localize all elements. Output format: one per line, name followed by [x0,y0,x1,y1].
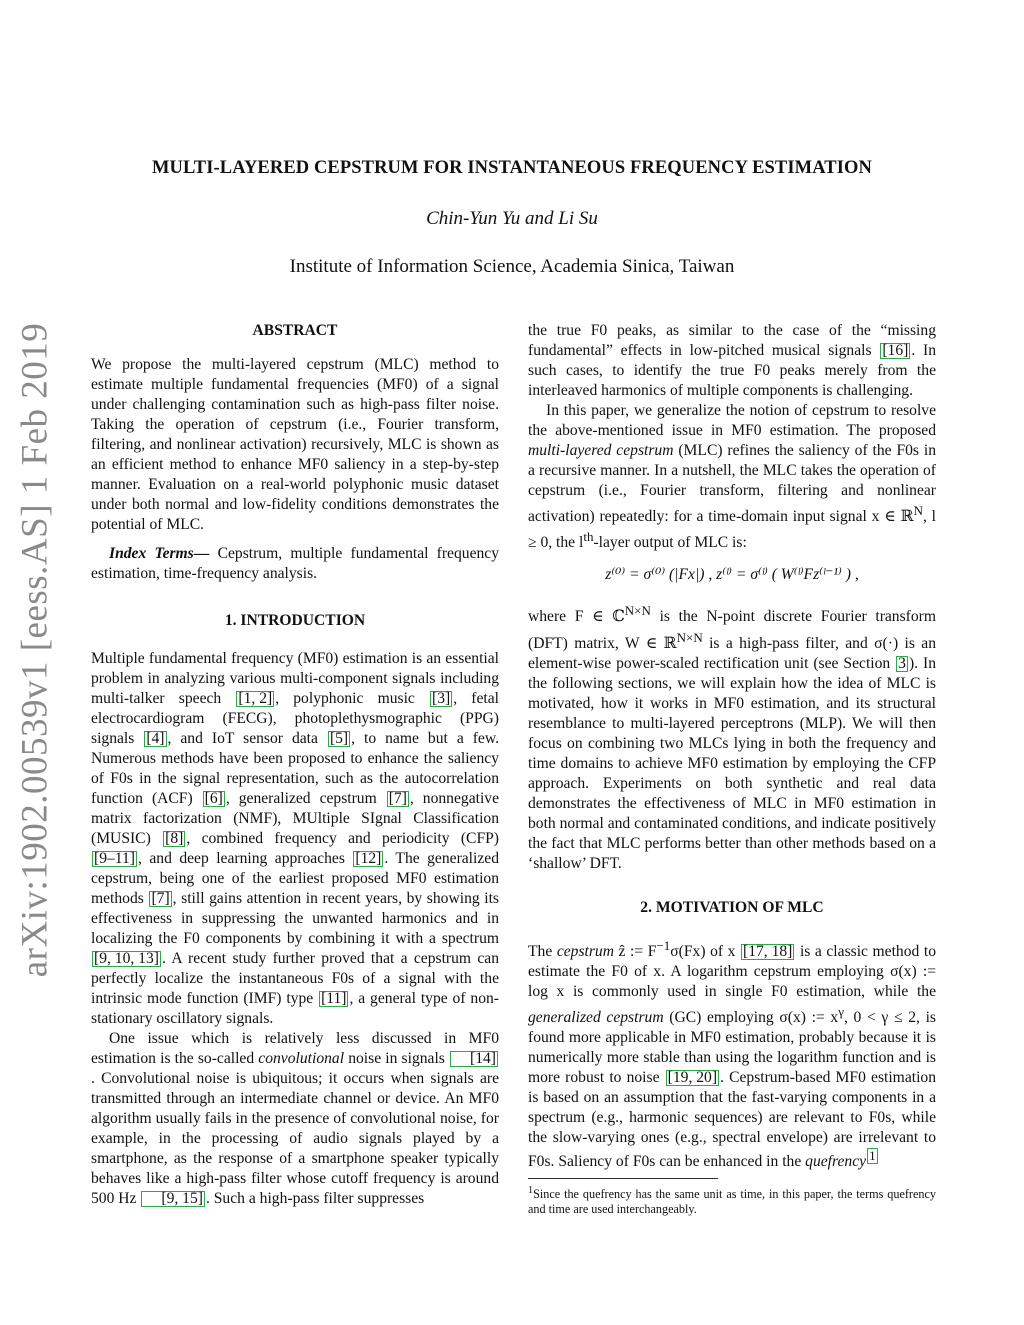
intro-paragraph-2: One issue which is relatively less discussed in MF0 estimation is the so-called convolutional noise in signals [14]. Convolutional noise is ubiquitous; it occurs when signals are transmitted through an intermediate channel or device. An MF0 algorithm usually fails in the presence of convolutional noise, for example, in the processing of audio signals played by a smartphone, as the response of a smartphone speaker typically behaves like a high-pass filter whose cutoff frequency is around 500 Hz [9, 15] . Such a high-pass filter suppresses [91,1030,499,1207]
citation-link[interactable]: [17, 18] [743,942,793,960]
footnote-divider [528,1178,718,1179]
citation-link[interactable]: [11] [321,990,347,1007]
abstract-text: We propose the multi-layered cepstrum (MLC) method to estimate multiple fundamental frequencies (MF0) of a signal under challenging contamination such as high-pass filter noise. Taking the operation of cepstrum (i.e., Fourier transform, filtering, and nonlinear activation) recursively, MLC is shown as an efficient method to enhance MF0 saliency in a step-by-step manner. Evaluation on a real-world polyphonic music dataset under both normal and low-fidelity conditions demonstrates the potential of MLC. [91,356,499,533]
arxiv-sidebar [4,322,66,978]
citation-link[interactable]: [5] [329,730,349,747]
intro-paragraph-5: where F ∈ ℂ$^{N\times N}$ is the N-point discrete Fourier transform (DFT) matrix, W ∈ ℝ$^{N\times N}$ is a high-pass filter, and σ(·) is an element-wise power-scaled rectification unit (see Section 3 ). In the following sections, we will explain how the idea of MLC is motivated, how it works in MF0 estimation, and its structural resemblance to multi-layered perceptrons (MLP). We will then focus on combining two MLCs lying in both the frequency and time domains to achieve MF0 estimation by employing the CFP approach. Experiments on both synthetic and real data demonstrates the effectiveness of MLC in MF0 estimation in both normal and contaminated conditions, and indicate positively the fact that MLC performs better than other methods based on a ‘shallow’ DFT. [528,603,937,872]
citation-link[interactable]: [16] [882,342,909,359]
citation-link[interactable]: [14] [450,1051,498,1067]
footnote-link[interactable]: 1 [869,1148,876,1164]
intro-paragraph-1: Multiple fundamental frequency (MF0) estimation is an essential problem in analyzing various multi-component signals including multi-talker speech [1, 2] , polyphonic music [3] , fetal electrocardiogram (FECG), photoplethysmographic (PPG) signals [4] , and IoT sensor data [5] , to name but a few. Numerous methods have been proposed to enhance the saliency of F0s in the signal representation, such as the autocorrelation function (ACF) [6] , generalized cepstrum [7] , nonnegative matrix factorization (NMF), MUltiple SIgnal Classification (MUSIC) [8] , combined frequency and periodicity (CFP) [9–11] , and deep learning approaches [12] . The generalized cepstrum, being one of the earliest proposed MF0 estimation methods [7] , still gains attention in recent years, by showing its effectiveness in suppressing the unwanted harmonics and in localizing the F0 components by combining it with a spectrum [9, 10, 13] . A recent study further proved that a cepstrum can perfectly localize the instantaneous F0s of a signal with the intrinsic mode function (IMF) type [11] , a general type of non-stationary oscillatory signals. [91,650,499,1027]
index-terms-text: Cepstrum, multiple fundamental frequency estimation, time-frequency analysis. [91,545,500,582]
arxiv-identifier: arXiv:1902.00539v1 [eess.AS] 1 Feb 2019 [14,322,56,978]
citation-link[interactable]: [1, 2] [238,690,273,707]
citation-link[interactable]: [3] [432,690,451,707]
citation-link[interactable]: [8] [165,830,184,847]
mlc-equation: z⁽⁰⁾ = σ⁽⁰⁾ (|Fx|) , z⁽ˡ⁾ = σ⁽ˡ⁾ ( W⁽ˡ⁾Fz⁽ˡ⁻¹⁾ ) , [605,566,859,584]
citation-link[interactable]: [4] [146,730,165,747]
intro-paragraph-4: In this paper, we generalize the notion of cepstrum to resolve the above-mentioned issue in MF0 estimation. The proposed multi-layered cepstrum (MLC) refines the saliency of the F0s in a recursive manner. In a nutshell, the MLC takes the operation of cepstrum (i.e., Fourier transform, filtering and nonlinear activation) repeatedly: for a time-domain input signal x ∈ ℝ$^N$, l ≥ 0, the $l^{th}$-layer output of MLC is: [528,402,936,552]
paper-affiliation: Institute of Information Science, Academia Sinica, Taiwan [289,256,735,277]
citation-link[interactable]: [19, 20] [667,1069,718,1087]
intro-paragraph-3: the true F0 peaks, as similar to the case of the “missing fundamental” effects in low-pitched musical signals [16] . In such cases, to identify the true F0 peaks merely from the interleaved harmonics of multiple components is challenging. [528,322,936,399]
paper-authors: Chin-Yun Yu and Li Su [426,208,598,229]
motivation-paragraph-1: The cepstrum ẑ := $F^{-1}\sigma(Fx)$ of x [17, 18] is a classic method to estimate the F0 of x. A logarithm cepstrum employing σ(x) := log x is commonly used in single F0 estimation, while the generalized cepstrum (GC) employing σ(x) := $x^\gamma$, 0 < γ ≤ 2, is found more applicable in MF0 estimation, probably because it is numerically more stable than using the logarithm function and is more robust to noise [19, 20] . Cepstrum-based MF0 estimation is based on an assumption that the fast-varying components in a spectrum (e.g., harmonic sequences) are relevant to F0s, while the slow-varying ones (e.g., spectral envelope) are irrelevant to F0s. Saliency of F0s can be enhanced in the quefrency $^1$ [528,937,936,1171]
citation-link[interactable]: [9, 10, 13] [94,950,159,967]
footnote-1: $^1$Since the quefrency has the same unit as time, in this paper, the terms quefrency and time are used interchangeably. [528,1185,936,1217]
citation-link[interactable]: [7] [151,890,170,907]
motivation-heading: 2. MOTIVATION OF MLC [640,898,824,916]
abstract-heading: ABSTRACT [252,322,338,339]
citation-link[interactable]: [12] [355,850,382,867]
citation-link[interactable]: [9, 15] [141,1191,205,1207]
section-link[interactable]: 3 [898,654,906,672]
left-column [91,321,499,1209]
index-terms [91,544,499,584]
citation-link[interactable]: [7] [388,790,407,807]
intro-heading: 1. INTRODUCTION [224,612,366,629]
right-column [528,321,936,1217]
index-terms-label: Index Terms— [109,545,210,562]
paper-title: MULTI-LAYERED CEPSTRUM FOR INSTANTANEOUS FREQUENCY ESTIMATION [152,158,872,178]
citation-link[interactable]: [9–11] [94,850,135,867]
citation-link[interactable]: [6] [204,790,223,807]
